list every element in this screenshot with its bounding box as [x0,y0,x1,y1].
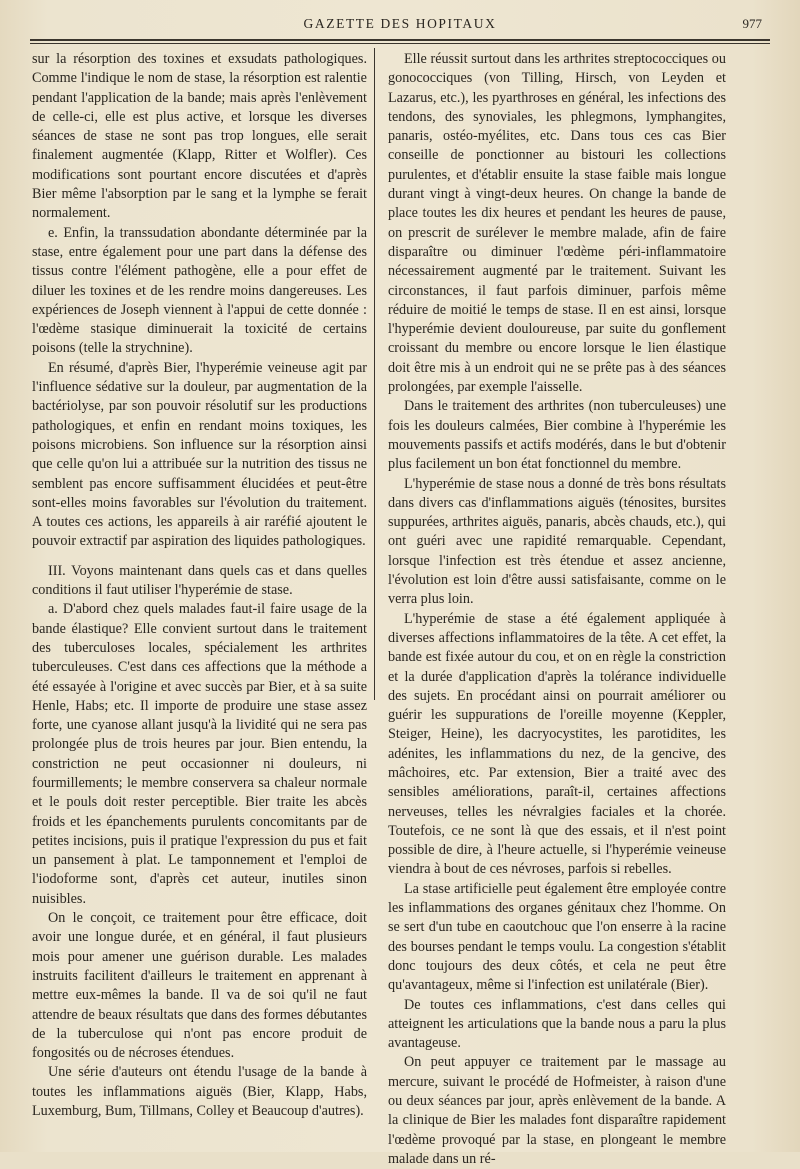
left-column [32,50,367,1121]
section-heading-paragraph: III. Voyons maintenant dans quels cas et dans quelles conditions il faut utiliser l'hyperémie de stase. [32,562,367,599]
paragraph: Une série d'auteurs ont étendu l'usage de la bande à toutes les inflammations aiguës (Bier, Klapp, Habs, Luxemburg, Bum, Tillmans, Colley et Beaucoup d'autres). [32,1064,367,1120]
column-divider [374,48,375,700]
header-rule [30,39,770,41]
paragraph: En résumé, d'après Bier, l'hyperémie veineuse agit par l'influence sédative sur la douleur, par augmentation de la bactériolyse, par son pouvoir résolutif sur les productions pathologiques, et enfin en rendant moins toxiques, les poisons microbiens. Son influence sur la résorption ainsi que celle qu'on lui a attribuée sur la nutrition des tissus ne semblent pas encore suffisamment élucidées et peut-être sont-elles moins favorables sur l'évolution du traitement. A toutes ces actions, les appareils à air raréfié ajoutent le pouvoir extractif par aspiration des liquides pathologiques. [32,359,367,550]
paragraph: On peut appuyer ce traitement par le massage au mercure, suivant le procédé de Hofmeister, à raison d'une ou deux séances par jour, après enlèvement de la bande. A la clinique de Bier les malades font disparaître rapidement l'œdème provoqué par la stase, en plongeant le membre malade dans un ré- [388,1054,726,1167]
paragraph: sur la résorption des toxines et exsudats pathologiques. Comme l'indique le nom de stase, la résorption est ralentie pendant l'application de la bande; mais après l'enlèvement de celle-ci, elle est plus active, et lorsque les diverses séances de stase ne sont pas trop longues, elle serait finalement augmentée (Klapp, Ritter et Wolfler). Ces modifications sont pourtant encore discutées et d'après Bier même l'absorption par le sang et la lymphe se ferait normalement. [32,51,367,222]
page-header [30,14,770,34]
paragraph: e. Enfin, la transsudation abondante déterminée par la stase, entre également pour une part dans la défense des tissus contre l'élément pathogène, elle a pour effet de diluer les toxines et de les rendre moins dangereuses. Les expériences de Joseph viennent à l'appui de cette donnée : l'œdème stasique diminuerait la toxicité de certains poisons (telle la strychnine). [32,224,367,357]
header-rule-thin [30,43,770,44]
paragraph: La stase artificielle peut également être employée contre les inflammations des organes génitaux chez l'homme. On se sert d'un tube en caoutchouc que l'on enserre à la racine des bourses pendant le temps voulu. La congestion s'établit donc toujours des deux côtés, et cela ne peut être qu'avantageux, même si l'infection est unilatérale (Bier). [388,880,726,994]
paragraph: On le conçoit, ce traitement pour être efficace, doit avoir une longue durée, et en général, il faut plusieurs mois pour amener une guérison durable. Les malades instruits facilitent d'ailleurs le traitement en apprenant à mettre eux-mêmes la bande. Il va de soi qu'il ne faut attendre de beaux résultats que dans des formes débutantes de la tuberculose qui n'ont pas encore produit de fongosités ou de nécroses étendues. [32,910,367,1062]
paragraph: L'hyperémie de stase a été également appliquée à diverses affections inflammatoires de la tête. A cet effet, la bande est fixée autour du cou, et on en règle la constriction et la durée d'application d'après la tolérance individuelle des sujets. En procédant ainsi on pourrait améliorer ou guérir les suppurations de l'oreille moyenne (Keppler, Steiger, Heine), les dacryocystites, les parotidites, les adénites, les inflammations du nez, de la gencive, des mâchoires, etc. Par extension, Bier a traité avec des sensibles améliorations, paraît-il, certaines affections nerveuses, telles les névralgies faciales et la chorée. Toutefois, ce ne sont là que des essais, et il n'est point possible de dire, à l'heure actuelle, si l'hyperémie veineuse viendra à bout de ces névroses, parfois si rebelles. [388,610,726,878]
paragraph: De toutes ces inflammations, c'est dans celles qui atteignent les articulations que la bande nous a paru la plus avantageuse. [388,996,726,1052]
right-column [388,50,726,1169]
paragraph: a. D'abord chez quels malades faut-il faire usage de la bande élastique? Elle convient surtout dans le traitement des tuberculoses locales, spécialement les arthrites tuberculeuses. C'est dans ces affections que la méthode a été essayée à l'origine et avec succès par Bier, et à sa suite Henle, Habs; etc. Il importe de produire une stase assez forte, une cyanose allant jusqu'à la lividité qui ne sera pas prolongée plus de trois heures par jour. Bien entendu, la constriction ne peut occasionner ni douleurs, ni fourmillements; le membre conservera sa chaleur normale et le pouls doit rester perceptible. Bier traite les abcès froids et les épanchements purulents concomitants par de petites incisions, puis il pratique l'expression du pus et fait un pansement à plat. Le tamponnement et l'emploi de l'iodoforme sont, d'après cet auteur, inutiles sinon nuisibles. [32,601,367,907]
paragraph: Elle réussit surtout dans les arthrites streptococciques ou gonococciques (von Tilling, Hirsch, von Leyden et Lazarus, etc.), les pyarthroses en général, les infections des tendons, des synoviales, les phlegmons, lymphangites, panaris, ostéo-myélites, etc. Dans tous ces cas Bier conseille de ponctionner au bistouri les collections purulentes, et d'établir ensuite la stase faible mais longue durant vingt à vingt-deux heures. On change la bande de place toutes les dix heures et pendant les heures de pause, on prescrit de surélever le membre malade, afin de faire disparaître ou diminuer l'œdème péri-inflammatoire nécessairement augmenté par le traitement. Suivant les circonstances, il faut parfois diminuer, parfois même réduire de moitié le temps de stase. Il en est ainsi, lorsque l'hyperémie devient douloureuse, par suite du gonflement croissant du membre ou encore lorsque le lien élastique doit être mis à un endroit qui ne se prête pas à des séances prolongées, par exemple l'aisselle. [388,51,726,396]
paragraph: L'hyperémie de stase nous a donné de très bons résultats dans divers cas d'inflammations aiguës (ténosites, bursites suppurées, arthrites aiguës, panaris, abcès chauds, etc.), qui ont guéri avec une rapidité remarquable. Cependant, lorsque l'infection est très étendue et assez ancienne, l'évolution est loin d'être aussi satisfaisante, comme on le verra plus loin. [388,475,726,608]
page-number: 977 [742,16,762,31]
running-title: GAZETTE DES HOPITAUX [303,16,497,31]
paragraph: Dans le traitement des arthrites (non tuberculeuses) une fois les douleurs calmées, Bier combine à l'hyperémie les mouvements passifs et actifs modérés, dans le but d'obtenir plus facilement un bon état fonctionnel du membre. [388,398,726,473]
